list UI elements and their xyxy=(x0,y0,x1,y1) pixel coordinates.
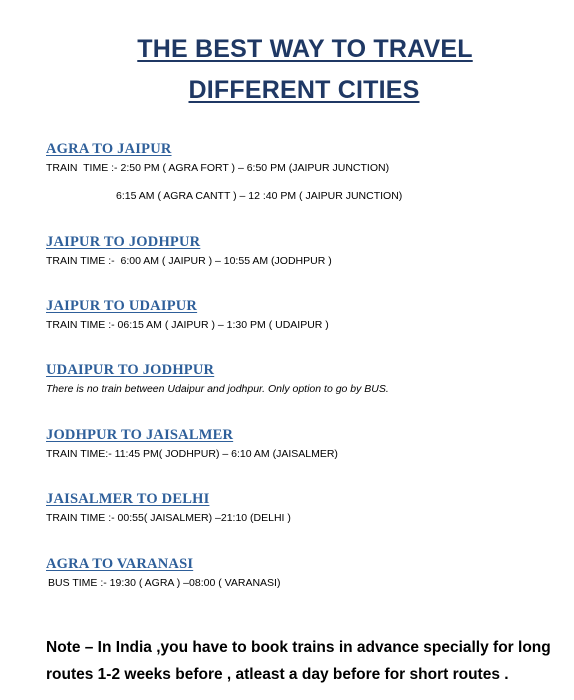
route-heading-jaisalmer-delhi: JAISALMER TO DELHI xyxy=(46,491,210,507)
route-detail-agra-jaipur-1: TRAIN TIME :- 2:50 PM ( AGRA FORT ) – 6:50 PM (JAIPUR JUNCTION) xyxy=(46,162,390,174)
route-detail-jodhpur-jaisalmer: TRAIN TIME:- 11:45 PM( JODHPUR) – 6:10 AM (JAISALMER) xyxy=(46,448,338,460)
route-heading-udaipur-jodhpur: UDAIPUR TO JODHPUR xyxy=(46,362,215,378)
route-detail-agra-jaipur-2: 6:15 AM ( AGRA CANTT ) – 12 :40 PM ( JAIPUR JUNCTION) xyxy=(116,190,403,202)
route-heading-jodhpur-jaisalmer: JODHPUR TO JAISALMER xyxy=(46,427,234,443)
route-detail-jaipur-jodhpur: TRAIN TIME :- 6:00 AM ( JAIPUR ) – 10:55 AM (JODHPUR ) xyxy=(46,255,332,267)
route-detail-agra-varanasi: BUS TIME :- 19:30 ( AGRA ) –08:00 ( VARANASI) xyxy=(48,577,281,589)
route-heading-agra-jaipur: AGRA TO JAIPUR xyxy=(46,141,172,157)
route-detail-jaisalmer-delhi: TRAIN TIME :- 00:55( JAISALMER) –21:10 (DELHI ) xyxy=(46,512,291,524)
route-detail-jaipur-udaipur: TRAIN TIME :- 06:15 AM ( JAIPUR ) – 1:30 PM ( UDAIPUR ) xyxy=(46,319,329,331)
route-heading-agra-varanasi: AGRA TO VARANASI xyxy=(46,556,194,572)
route-detail-udaipur-jodhpur: There is no train between Udaipur and jodhpur. Only option to go by BUS. xyxy=(46,383,389,395)
route-heading-jaipur-jodhpur: JAIPUR TO JODHPUR xyxy=(46,234,201,250)
booking-note: Note – In India ,you have to book trains in advance specially for long routes 1-2 weeks before , atleast a day before for short routes . xyxy=(46,639,551,683)
page-title-line-1: THE BEST WAY TO TRAVEL xyxy=(137,35,473,63)
page-title-line-2: DIFFERENT CITIES xyxy=(188,76,420,104)
route-heading-jaipur-udaipur: JAIPUR TO UDAIPUR xyxy=(46,298,198,314)
